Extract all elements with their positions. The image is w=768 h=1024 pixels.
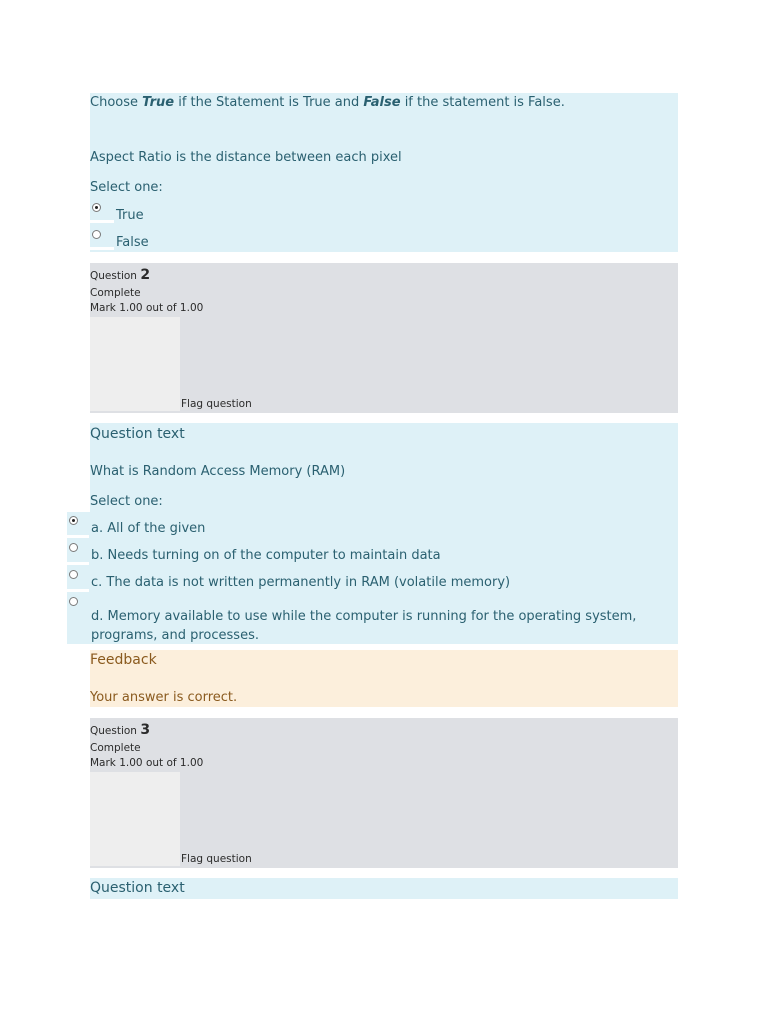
radio-option-d[interactable] <box>69 597 78 606</box>
select-one-label: Select one: <box>90 494 163 509</box>
option-false-label[interactable]: False <box>116 235 149 250</box>
answer-option-b[interactable]: b. Needs turning on of the computer to maintain data <box>91 548 441 563</box>
flag-icon[interactable] <box>90 772 180 866</box>
option-underline <box>67 589 89 592</box>
question-prompt: What is Random Access Memory (RAM) <box>90 464 346 479</box>
radio-option-a[interactable] <box>69 516 78 525</box>
instruction-text: Choose True if the Statement is True and False if the statement is False. <box>90 95 565 110</box>
question-number: Question 3 <box>90 722 151 738</box>
feedback-panel <box>90 650 678 707</box>
option-underline <box>67 535 89 538</box>
radio-option-c[interactable] <box>69 570 78 579</box>
answer-option-d[interactable]: d. Memory available to use while the computer is running for the operating system, programs, and processes. <box>91 609 637 643</box>
flag-question-link[interactable]: Flag question <box>181 398 252 410</box>
question-state: Complete <box>90 287 141 299</box>
question-2-info <box>90 263 678 413</box>
option-underline <box>67 562 89 565</box>
question-1-content <box>90 93 678 252</box>
option-underline <box>90 220 114 223</box>
option-underline <box>90 247 114 250</box>
question-grade: Mark 1.00 out of 1.00 <box>90 757 204 769</box>
question-state: Complete <box>90 742 141 754</box>
question-3-info <box>90 718 678 868</box>
radio-true[interactable] <box>92 203 101 212</box>
answer-option-c[interactable]: c. The data is not written permanently in RAM (volatile memory) <box>91 575 511 590</box>
answer-option-a[interactable]: a. All of the given <box>91 521 206 536</box>
feedback-text: Your answer is correct. <box>90 690 238 705</box>
question-text-header: Question text <box>90 880 185 896</box>
feedback-header: Feedback <box>90 652 157 668</box>
radio-option-b[interactable] <box>69 543 78 552</box>
select-one-label: Select one: <box>90 180 163 195</box>
question-text-header: Question text <box>90 426 185 442</box>
question-grade: Mark 1.00 out of 1.00 <box>90 302 204 314</box>
question-number: Question 2 <box>90 267 151 283</box>
flag-question-link[interactable]: Flag question <box>181 853 252 865</box>
flag-icon[interactable] <box>90 317 180 411</box>
option-true-label[interactable]: True <box>116 208 144 223</box>
question-statement: Aspect Ratio is the distance between each pixel <box>90 150 402 165</box>
radio-false[interactable] <box>92 230 101 239</box>
question-2-content <box>90 423 678 644</box>
question-3-content <box>90 878 678 899</box>
